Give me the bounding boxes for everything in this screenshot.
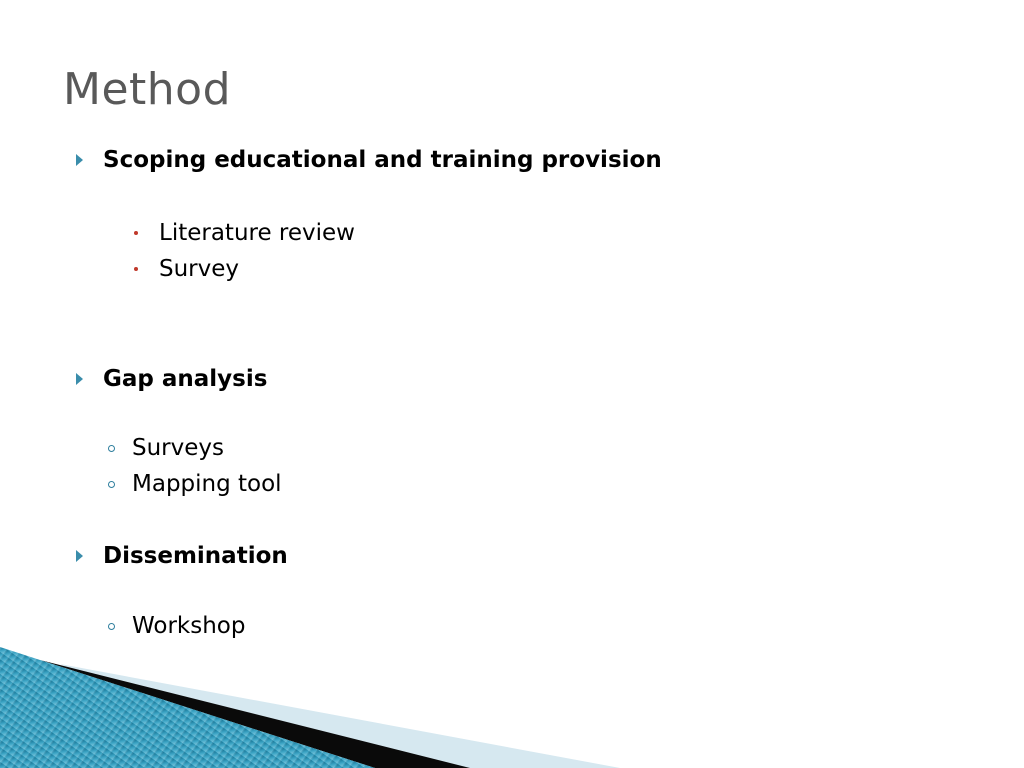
bullet-text: Dissemination bbox=[103, 543, 288, 569]
sub-bullet-text: Literature review bbox=[159, 220, 355, 246]
bullet-text: Scoping educational and training provision bbox=[103, 147, 662, 173]
sub-bullet-text: Surveys bbox=[132, 435, 224, 461]
triangle-right-icon bbox=[76, 154, 83, 166]
triangle-right-icon bbox=[76, 550, 83, 562]
dot-icon bbox=[134, 267, 138, 271]
light-wedge-shape bbox=[60, 664, 620, 768]
sub-bullet-text: Survey bbox=[159, 256, 240, 282]
slide-title: Method bbox=[63, 64, 232, 115]
triangle-right-icon bbox=[76, 373, 83, 385]
ring-icon bbox=[108, 481, 115, 488]
black-wedge-shape bbox=[40, 660, 470, 768]
bullet-text: Gap analysis bbox=[103, 366, 268, 392]
dot-icon bbox=[134, 231, 138, 235]
ring-icon bbox=[108, 445, 115, 452]
sub-bullet-text: Mapping tool bbox=[132, 471, 282, 497]
blue-wedge-shape bbox=[0, 647, 375, 768]
ring-icon bbox=[108, 623, 115, 630]
sub-bullet-text: Workshop bbox=[132, 613, 246, 639]
